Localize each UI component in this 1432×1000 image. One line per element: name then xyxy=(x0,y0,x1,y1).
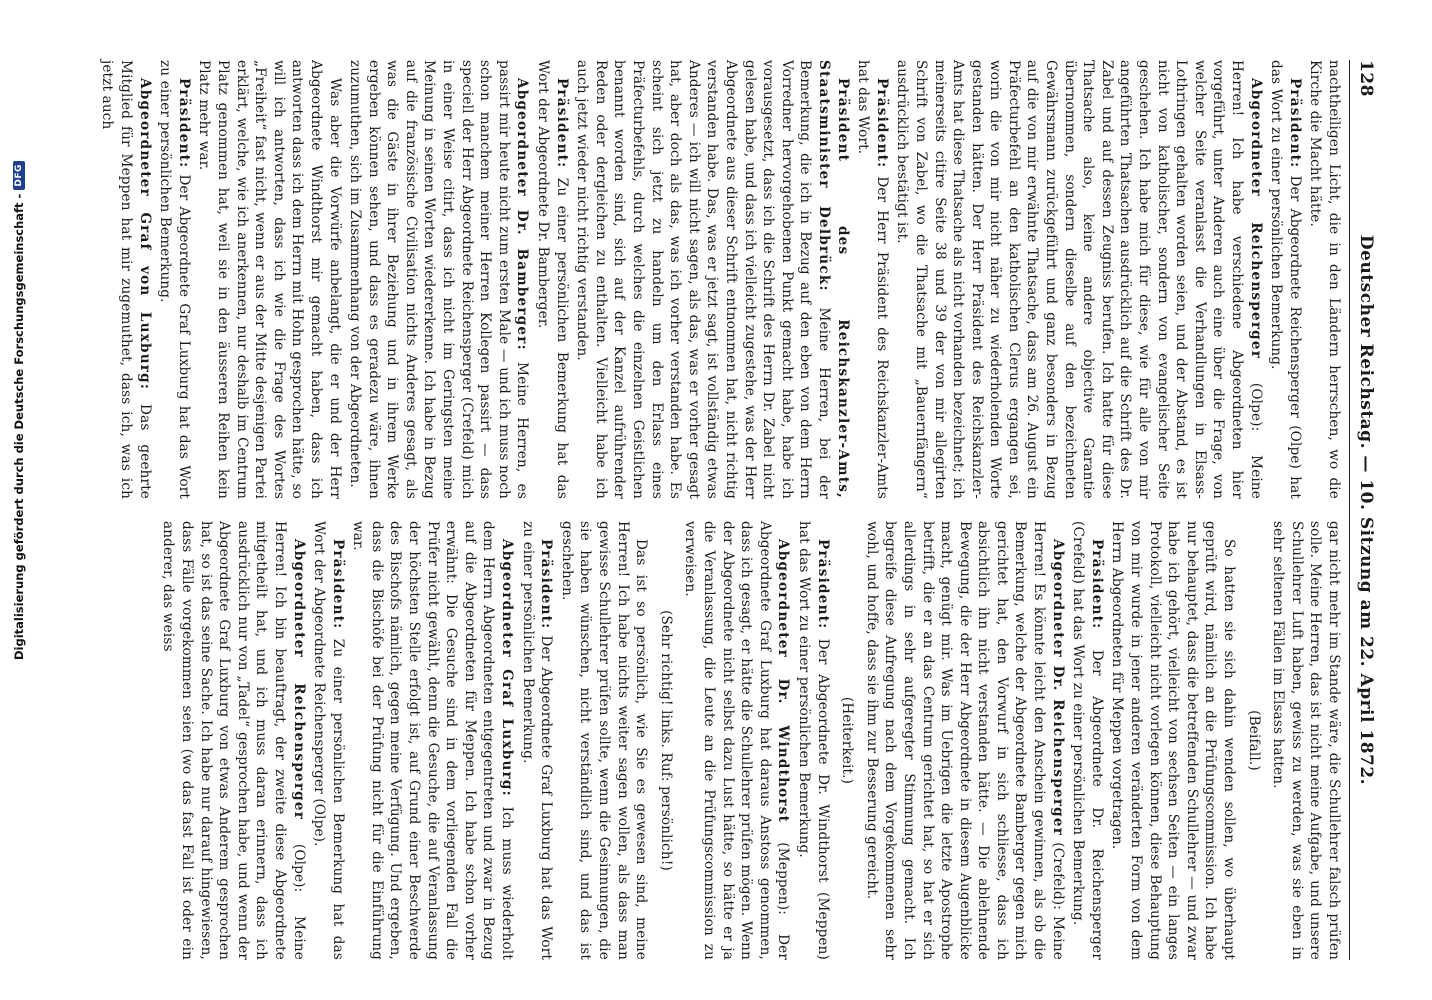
paragraph-text: (Sehr richtig! links. Ruf: persönlich!) xyxy=(657,610,674,871)
right-column xyxy=(113,521,1343,960)
paragraph-text: (Crefeld): Meine Herren! Es könnte leicht den Anschein gewinnen, als ob die Bemerkung, welche der Abgeordnete Bamberger gegen mich gerichtet hat, den Vorwurf in sich schliesse, dass ich absichtlich ihn nicht verstanden hätte. — Die ablehnende Bewegung, die der Herr Abgeordnete in diesem Augenblicke macht, genügt mir. Was im Uebrigen die letzte Apostrophe betrifft, die er an das Centrum gerichtet hat, so hat er sich allerdings in sehr aufgeregter Stimmung gemacht. Ich begreife diese Aufregung nach dem Vorgekommenen sehr wohl, und hoffe, dass sie ihm zur Besserung gereicht. xyxy=(863,521,1066,960)
speaker-name: Abgeordneter Dr. Bamberger: xyxy=(514,78,531,351)
paragraph xyxy=(518,521,555,960)
paragraph xyxy=(533,60,570,499)
paragraph-text: Zu einer persönlichen Bemerkung hat das Wort der Abgeordnete Reichensperger (Olpe). xyxy=(311,521,346,960)
speaker-name: Abgeordneter Dr. Windthorst xyxy=(775,539,792,824)
stage-direction xyxy=(838,521,857,960)
paragraph-text: (Beifall.) xyxy=(1245,710,1262,771)
dfg-logo: DFG xyxy=(13,161,25,190)
page-header xyxy=(1349,60,1378,960)
paragraph xyxy=(1108,521,1238,960)
paragraph xyxy=(1069,521,1106,960)
stage-direction xyxy=(1244,521,1263,960)
paragraph-text: gar nicht mehr im Stande wäre, die Schullehrer falsch prüfen solle. Meine Herren, das ist nicht meine Aufgabe, und unsere Schullehrer Luft haben, gewiss zu werden, was sie eben in sehr seltenen Fällen im Elsass hatten. xyxy=(1270,521,1342,960)
paragraph-text: (Meppen): Der Abgeordnete Graf Luxburg hat daraus Anstoss genommen, dass ich gesagt, er hätte die Schullehrer prüfen mögen. Wenn der Abgeordnete nicht selbst dazu Lust hätte, so hätte er ja die Veranlassung, die Leute an die Prüfungscommission zu verweisen. xyxy=(682,521,792,960)
paragraph-text: (Heiterkeit.) xyxy=(839,696,856,785)
speaker-name: Abgeordneter Reichensperger xyxy=(1247,78,1264,360)
paragraph xyxy=(681,521,793,960)
paragraph xyxy=(557,521,650,960)
paragraph-text: (Olpe): Meine Herren! Ich bin beauftragt, der zweite diese Abgeordnete mitgetheilt hat, und ich muss daran erinnern, dass ich ausdrücklich nur von „Tadel“ gesprochen habe, und wenn der Abgeordnete Graf Luxburg von etwas Anderem gesprochen hat, so ist das seine Sache. Ich habe nur darauf hingewiesen, dass Fälle vorgekommen seien (wo das fast Fall ist oder ein anderer, das weiss xyxy=(160,521,307,960)
paragraph-text: Meine Herren, bei der Bemerkung, die ich in Bezug auf den eben von dem Herrn Vorredner hervorgehobenen Punkt gemacht habe, habe ich vorausgesetzt, dass ich die Schrift des Herrn Dr. Zabel nicht gelesen habe, und dass ich vielleicht zugestehe, was der Herr Abgeordnete aus dieser Schrift entnommen hat, nicht richtig verstanden habe. Das, was er jetzt sagt, ist vollständig etwas Anderes — ich will nicht sagen, als das, was er vorher gesagt hat, aber doch als das, was ich vorher verstanden habe. Es scheint sich jetzt zu handeln um den Erlass eines Präfecturbefehls, durch welches die einzelnen Geistlichen benannt worden sind, sich auf der Kanzel aufrührender Reden oder dergleichen zu enthalten. Vielleicht habe ich auch jetzt wieder nicht richtig verstanden. xyxy=(574,60,832,499)
paragraph xyxy=(854,60,891,499)
speaker-name: Abgeordneter Graf Luxburg: xyxy=(499,539,516,797)
speaker-name: Abgeordneter Graf von Luxburg: xyxy=(136,78,153,391)
paragraph-text: Der Abgeordnete Graf Luxburg hat das Wort zu einer persönlichen Bemerkung. xyxy=(157,60,192,499)
paragraph xyxy=(1269,521,1343,960)
paragraph-text: Das ist so persönlich, wie Sie es gewesen sind, meine Herren! Ich habe nichts weiter sagen wollen, als dass man gewisse Schullehrer prüfen sollte, wenn die Gesinnungen, die sie haben wünschen, nicht verständlich sind, und das ist geschehen. xyxy=(558,521,650,960)
speaker-name: Abgeordneter Reichensperger xyxy=(290,539,307,821)
paragraph-text: Der Abgeordnete Dr. Windthorst (Meppen) hat das Wort zu einer persönlichen Bemerkung. xyxy=(795,521,831,960)
paragraph xyxy=(156,60,193,499)
speaker-name: Präsident: xyxy=(814,539,831,630)
paragraph-text: Das geehrte Mitglied für Meppen hat mir zugemuthet, dass ich, was ich jetzt auch xyxy=(99,60,153,499)
paragraph-text: Zu einer persönlichen Bemerkung hat das Wort der Abgeordnete Dr. Bamberger. xyxy=(535,60,570,499)
speaker-name: Präsident: xyxy=(175,78,192,169)
paragraph xyxy=(346,60,532,499)
paragraph xyxy=(98,60,154,499)
paragraph xyxy=(862,521,1067,960)
paragraph xyxy=(195,60,344,499)
paragraph-text: Der Abgeordnete Dr. Reichensperger (Crefeld) hat das Wort zu einer persönlichen Bemerkung. xyxy=(1070,521,1105,960)
paragraph xyxy=(1267,60,1304,499)
paragraph xyxy=(159,521,308,960)
speaker-name: Präsident: xyxy=(1088,539,1105,630)
left-column xyxy=(99,60,1343,499)
speaker-name: Präsident: xyxy=(553,78,570,169)
stage-direction xyxy=(656,521,675,960)
speaker-name: Abgeordneter Dr. Reichensperger xyxy=(1049,539,1066,837)
paragraph-text: So hatten sie sich dahin wenden sollen, wo überhaupt geprüft wird, nämlich an die Prüfungscommission. Ich habe nur behauptet, dass die betreffenden Schullehrer — und zwar habe ich gehört, vielleicht von sechsen Seiten — ein langes Protokoll, vielleicht nicht vorlegen können, diese Behauptung von mir wurde in jener anderen veränderten Form von dem Herrn Abgeordneten für Meppen vorgetragen. xyxy=(1109,521,1238,960)
paragraph xyxy=(1306,60,1343,499)
paragraph-text: (Olpe): Meine Herren! Ich habe verschiedene Abgeordneten hier vorgeführt, unter Anderen auch eine über die Frage, von welcher Seite veranlasst die Verhandlungen in Elsass-Lothringen gehalten worden seien, und der Abstand, es ist nicht von katholischer, sondern von evangelischer Seite geschehen. Ich habe mich für diese, wie für alle von mir angeführten Thatsachen ausdrücklich auf die Schrift des Dr. Zabel und auf dessen Zeugniss berufen. Ich hatte für diese Thatsache also, keine andere objective Garantie übernommen, sondern dieselbe auf den bezeichneten Gewährsmann zurückgeführt und ganz besonders in Bezug auf die von mir erwähnte Thatsache, dass am 26. August ein Präfecturbefehl an den katholischen Clerus ergangen sei, worin die von mir nicht näher zu wiederholenden Worte gestanden hätten. Der Herr Präsident des Reichskanzler-Amts hat diese Thatsache als nicht vorhanden bezeichnet; ich meinerseits citire Seite 38 und 39 der von mir allegirten Schrift von Zabel, wo die Thatsache mit „Bauernfängern“ ausdrücklich bestätigt ist. xyxy=(894,60,1264,499)
paragraph-text: Der Abgeordnete Graf Luxburg hat das Wort zu einer persönlichen Bemerkung. xyxy=(519,521,555,960)
paragraph xyxy=(794,521,831,960)
speaker-name: Präsident des Reichskanzler-Amts, Staatsminister Delbrück: xyxy=(815,60,851,499)
paragraph xyxy=(310,521,347,960)
speaker-name: Präsident: xyxy=(329,539,346,630)
text-columns xyxy=(99,60,1343,960)
paragraph-text: Was aber die Vorwürfe anbelangt, die er und der Herr Abgeordnete Windthorst mir gemacht haben, dass ich antworten dass ich dem Herrn mit Hohn gesprochen hätte, so will ich antworten, dass ich wie die Frage des Wortes „Freiheit“ fast nicht, wenn er aus der Mitte desjenigen Partei erklärt, welche, wie ich anerkennen, nur deshalb im Centrum Platz genommen hat, weil sie in den äusseren Reihen kein Platz mehr war. xyxy=(196,60,343,499)
paragraph xyxy=(573,60,852,499)
paragraph xyxy=(893,60,1265,499)
speaker-name: Präsident: xyxy=(538,539,555,630)
speaker-name: Präsident: xyxy=(1286,78,1303,169)
paragraph-text: Ich muss wiederholt dem Herrn Abgeordneten entgegentreten und zwar in Bezug auf die Abgeordneten für Meppen. Ich habe schon vorher erwähnt: Die Gesuche sind in dem vorliegenden Fall die Prüfer nicht gewählt, denn die Gesuche, die auf Veranlassung der höchsten Stelle erfolgt ist, auf Grund einer Beschwerde des Bischofs nämlich, gegen meine Verfügung. Und ergeben, dass die Bischöfe bei der Prüfung nicht für die Einführung war. xyxy=(350,521,516,960)
running-title: Deutscher Reichstag. — 10. Sitzung am 22. April 1872. xyxy=(1356,234,1376,786)
paragraph-text: Meine Herren, es passirt mir heute nicht zum ersten Male — und ich muss noch schon manchem meiner Herren Kollegen passirt — dass speciell der Herr Abgeordnete Reichensperger (Crefeld) mich in einer Weise citirt, dass ich nicht im Geringsten meine Meinung in seinen Worten wiedererkenne. Ich habe in Bezug auf die französische Civilisation nichts Anderes gesagt, als was die Gäste in ihrer Beziehung und in ihrem Werke ergeben können sehen, und dass es geradezu wäre, ihnen zuzumuthen, sich im Zusammenhang von der Abgeordneten. xyxy=(347,60,531,499)
paragraph-text: nachtheiligen Licht, die in den Ländern herrschen, wo die Kirche die Macht hätte. xyxy=(1307,60,1342,499)
page-number: 128 xyxy=(1356,60,1376,97)
paragraph xyxy=(349,521,516,960)
digitization-note: Digitalisierung gefördert durch die Deutsche Forschungsgemeinschaft - xyxy=(12,193,26,660)
paragraph-text: Der Herr Präsident des Reichskanzler-Amts hat das Wort. xyxy=(855,60,890,499)
speaker-name: Präsident: xyxy=(873,78,890,169)
paragraph-text: Der Abgeordnete Reichensperger (Olpe) hat das Wort zu einer persönlichen Bemerkung. xyxy=(1268,60,1303,499)
digitization-footer xyxy=(8,164,30,660)
